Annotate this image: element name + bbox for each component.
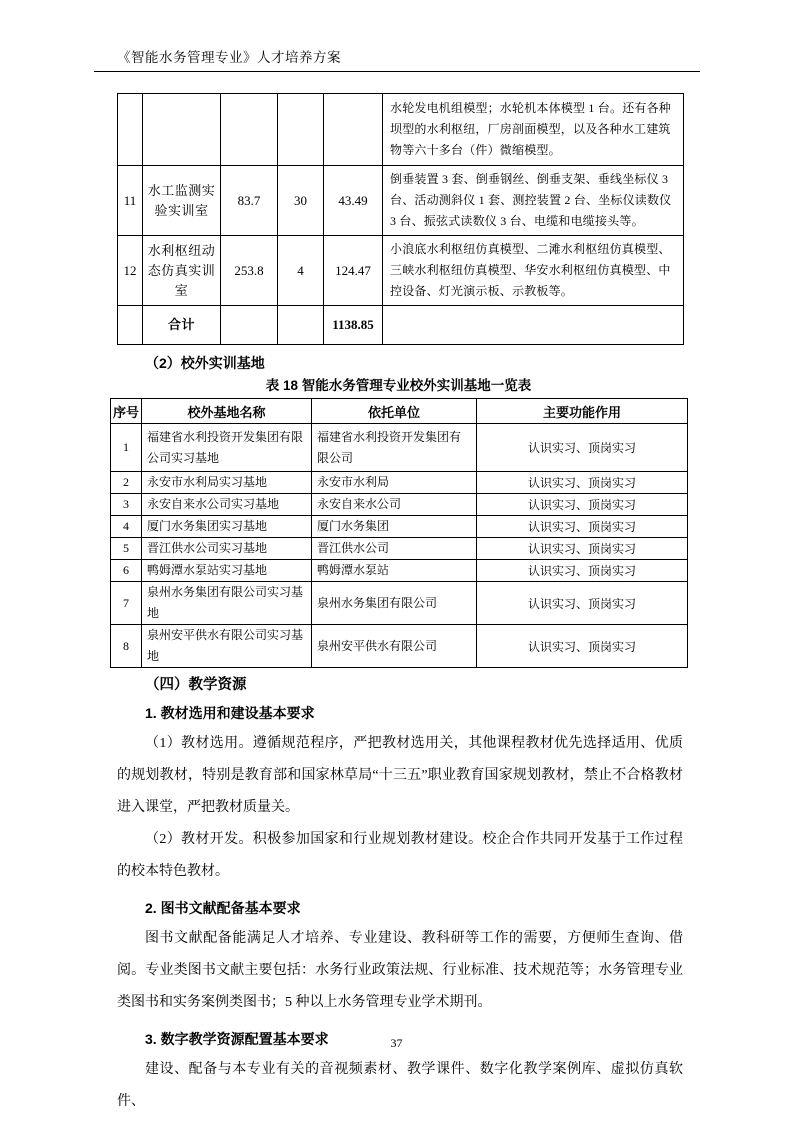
header-name: 校外基地名称 (142, 399, 312, 424)
page-number: 37 (390, 1036, 403, 1050)
cell-unit: 福建省水利投资开发集团有限公司 (312, 424, 477, 472)
subsection-heading-digital: 3. 数字教学资源配置基本要求 (145, 1031, 329, 1047)
table-header-row (111, 399, 688, 424)
table-row (111, 424, 688, 472)
cell-seq (118, 94, 143, 166)
page-header-title: 《智能水务管理专业》人才培养方案 (117, 50, 341, 65)
table-row (111, 560, 688, 582)
table-row (111, 516, 688, 538)
cell-area (221, 94, 278, 166)
cell-seq: 5 (111, 538, 142, 560)
paragraph-library: 图书文献配备能满足人才培养、专业建设、教科研等工作的需要，方便师生查询、借阅。专业类图书文献主要包括：水务行业政策法规、行业标准、技术规范等；水务管理专业类图书和实务案例类图书；5 种以上水务管理专业学术期刊。 (117, 931, 683, 1010)
cell-function: 认识实习、顶岗实习 (477, 424, 688, 472)
cell-count (278, 94, 324, 166)
total-row (118, 306, 684, 345)
cell-function: 认识实习、顶岗实习 (477, 494, 688, 516)
cell-function: 认识实习、顶岗实习 (477, 516, 688, 538)
cell-name: 泉州水务集团有限公司实习基地 (142, 582, 312, 625)
header-unit: 依托单位 (312, 399, 477, 424)
cell-name: 晋江供水公司实习基地 (142, 538, 312, 560)
cell-unit: 永安自来水公司 (312, 494, 477, 516)
total-label: 合计 (143, 306, 221, 345)
cell-area: 253.8 (221, 236, 278, 306)
section-heading-offcampus: （2）校外实训基地 (145, 355, 265, 371)
cell-seq: 11 (118, 166, 143, 236)
cell-description: 小浪底水利枢纽仿真模型、二滩水利枢纽仿真模型、三峡水利枢纽仿真模型、华安水利枢纽仿真模型、中控设备、灯光演示板、示教板等。 (383, 236, 684, 306)
cell-function: 认识实习、顶岗实习 (477, 538, 688, 560)
cell-name: 水工监测实验实训室 (143, 166, 221, 236)
cell-name: 厦门水务集团实习基地 (142, 516, 312, 538)
cell-count: 30 (278, 166, 324, 236)
cell-name: 福建省水利投资开发集团有限公司实习基地 (142, 424, 312, 472)
cell-seq: 1 (111, 424, 142, 472)
cell-seq: 6 (111, 560, 142, 582)
cell-count (278, 306, 324, 345)
cell-name: 鸭姆潭水泵站实习基地 (142, 560, 312, 582)
section-heading-resources: （四）教学资源 (145, 677, 247, 693)
table-row (111, 472, 688, 494)
cell-seq (118, 306, 143, 345)
cell-description: 水轮发电机组模型；水轮机本体模型 1 台。还有各种坝型的水利枢纽，厂房剖面模型，以及各种水工建筑物等六十多台（件）微缩模型。 (383, 94, 684, 166)
header-seq: 序号 (111, 399, 142, 424)
cell-name: 永安自来水公司实习基地 (142, 494, 312, 516)
cell-name: 水利枢纽动态仿真实训室 (143, 236, 221, 306)
cell-seq: 12 (118, 236, 143, 306)
equipment-table (117, 93, 684, 345)
paragraph-textbook-development: （2）教材开发。积极参加国家和行业规划教材建设。校企合作共同开发基于工作过程的校本特色教材。 (117, 832, 683, 879)
table18-caption: 表 18 智能水务管理专业校外实训基地一览表 (265, 378, 532, 393)
cell-value (324, 94, 383, 166)
cell-unit: 晋江供水公司 (312, 538, 477, 560)
cell-unit: 鸭姆潭水泵站 (312, 560, 477, 582)
table-row (118, 166, 684, 236)
paragraph-textbook-selection: （1）教材选用。遵循规范程序，严把教材选用关，其他课程教材优先选择适用、优质的规划教材，特别是教育部和国家林草局“十三五”职业教育国家规划教材，禁止不合格教材进入课堂，严把教材质量关。 (117, 736, 683, 815)
cell-seq: 2 (111, 472, 142, 494)
cell-name: 永安市水利局实习基地 (142, 472, 312, 494)
cell-area (221, 306, 278, 345)
total-value: 1138.85 (324, 306, 383, 345)
subsection-heading-textbooks: 1. 教材选用和建设基本要求 (145, 705, 315, 721)
cell-seq: 4 (111, 516, 142, 538)
subsection-heading-library: 2. 图书文献配备基本要求 (145, 900, 301, 916)
cell-description (383, 306, 684, 345)
cell-unit: 厦门水务集团 (312, 516, 477, 538)
cell-value: 43.49 (324, 166, 383, 236)
table-row (118, 94, 684, 166)
cell-seq: 8 (111, 625, 142, 668)
cell-name: 泉州安平供水有限公司实习基地 (142, 625, 312, 668)
cell-name (143, 94, 221, 166)
cell-function: 认识实习、顶岗实习 (477, 560, 688, 582)
table-row (111, 494, 688, 516)
cell-description: 倒垂装置 3 套、倒垂钢丝、倒垂支架、垂线坐标仪 3 台、活动测斜仪 1 套、测控装置 2 台、坐标仪读数仪 3 台、振弦式读数仪 3 台、电缆和电缆接头等。 (383, 166, 684, 236)
table-row (111, 625, 688, 668)
cell-count: 4 (278, 236, 324, 306)
cell-unit: 泉州安平供水有限公司 (312, 625, 477, 668)
cell-seq: 7 (111, 582, 142, 625)
cell-value: 124.47 (324, 236, 383, 306)
paragraph-digital-resources: 建设、配备与本专业有关的音视频素材、教学课件、数字化教学案例库、虚拟仿真软件、 (117, 1062, 683, 1109)
header-function: 主要功能作用 (477, 399, 688, 424)
table-row (111, 538, 688, 560)
cell-function: 认识实习、顶岗实习 (477, 472, 688, 494)
cell-unit: 泉州水务集团有限公司 (312, 582, 477, 625)
cell-unit: 永安市水利局 (312, 472, 477, 494)
cell-area: 83.7 (221, 166, 278, 236)
cell-seq: 3 (111, 494, 142, 516)
table-row (118, 236, 684, 306)
cell-function: 认识实习、顶岗实习 (477, 625, 688, 668)
offcampus-bases-table (110, 398, 688, 668)
table-row (111, 582, 688, 625)
cell-function: 认识实习、顶岗实习 (477, 582, 688, 625)
header-rule (94, 71, 700, 72)
